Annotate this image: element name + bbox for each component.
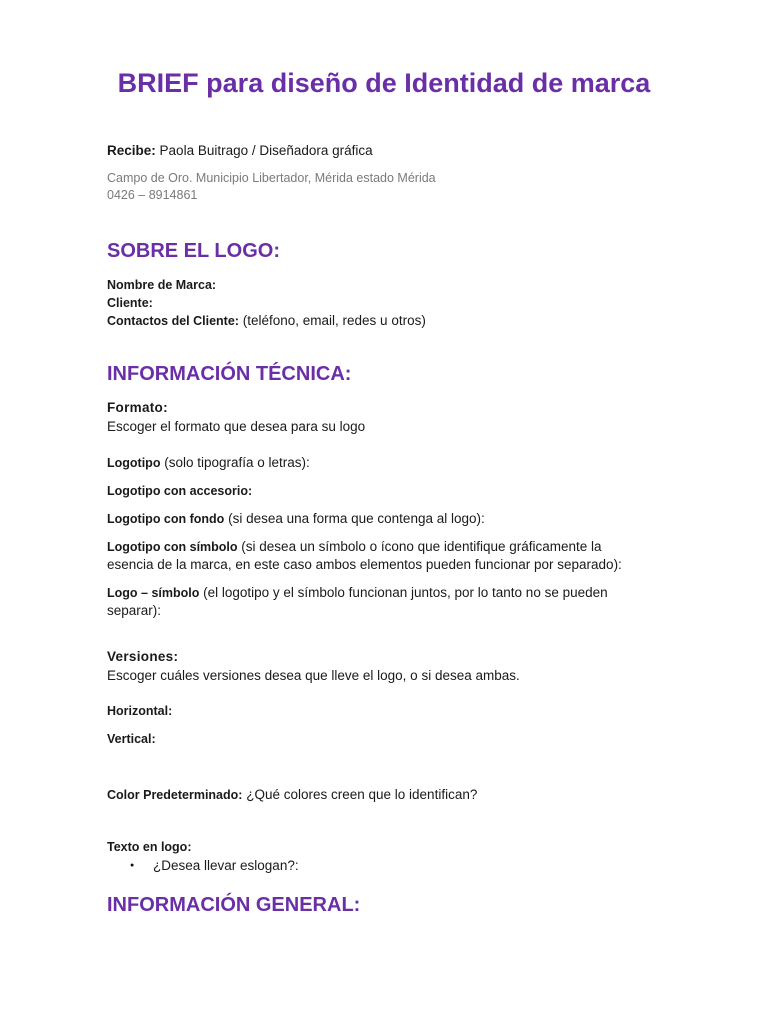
document-title: BRIEF para diseño de Identidad de marca	[117, 68, 651, 98]
recibe-label: Recibe:	[107, 143, 156, 158]
tech-section-heading: INFORMACIÓN TÉCNICA:	[107, 363, 352, 385]
client-label: Cliente:	[107, 296, 153, 310]
contacts-value: (teléfono, email, redes u otros)	[242, 313, 426, 328]
address-text: Campo de Oro. Municipio Libertador, Mérida estado Mérida	[107, 171, 436, 185]
color-label: Color Predeterminado:	[107, 788, 243, 802]
option-label: Logotipo con fondo	[107, 512, 225, 526]
general-section-heading: INFORMACIÓN GENERAL:	[107, 894, 361, 916]
option-label: Logotipo con accesorio:	[107, 484, 253, 498]
color-line	[107, 786, 477, 804]
format-label: Formato:	[107, 400, 168, 415]
format-option-fondo	[107, 510, 647, 528]
option-label: Logo – símbolo	[107, 586, 200, 600]
versions-label: Versiones:	[107, 649, 179, 664]
vertical-label: Vertical:	[107, 732, 156, 746]
option-label: Logotipo	[107, 456, 161, 470]
option-label: Logotipo con símbolo	[107, 540, 238, 554]
recipient-line	[107, 142, 373, 160]
option-description: (solo tipografía o letras):	[160, 455, 310, 470]
option-description: (el logotipo y el símbolo funcionan juntos, por lo tanto no se pueden separar):	[107, 585, 608, 618]
brand-name-label: Nombre de Marca:	[107, 278, 217, 292]
phone-text: 0426 – 8914861	[107, 188, 198, 202]
versions-description: Escoger cuáles versiones desea que lleve el logo, o si desea ambas.	[107, 668, 520, 683]
format-option-simbolo	[107, 538, 647, 574]
option-description: (si desea un símbolo o ícono que identifique gráficamente la esencia de la marca, en este caso ambos elementos pueden funcionar por separado):	[107, 539, 622, 572]
color-question: ¿Qué colores creen que lo identifican?	[246, 787, 478, 802]
horizontal-label: Horizontal:	[107, 704, 173, 718]
contacts-label: Contactos del Cliente:	[107, 314, 239, 328]
format-description: Escoger el formato que desea para su logo	[107, 419, 366, 434]
bullet-icon: ●	[130, 862, 135, 869]
option-description: (si desea una forma que contenga al logo):	[224, 511, 485, 526]
format-option-logo-simbolo	[107, 584, 647, 620]
format-option-accesorio	[107, 482, 647, 500]
slogan-question: ¿Desea llevar eslogan?:	[153, 858, 299, 873]
logo-section-heading: SOBRE EL LOGO:	[107, 240, 280, 262]
recibe-value: Paola Buitrago / Diseñadora gráfica	[159, 143, 373, 158]
client-contacts-line	[107, 312, 426, 330]
text-in-logo-label: Texto en logo:	[107, 840, 192, 854]
format-option-logotipo	[107, 454, 647, 472]
